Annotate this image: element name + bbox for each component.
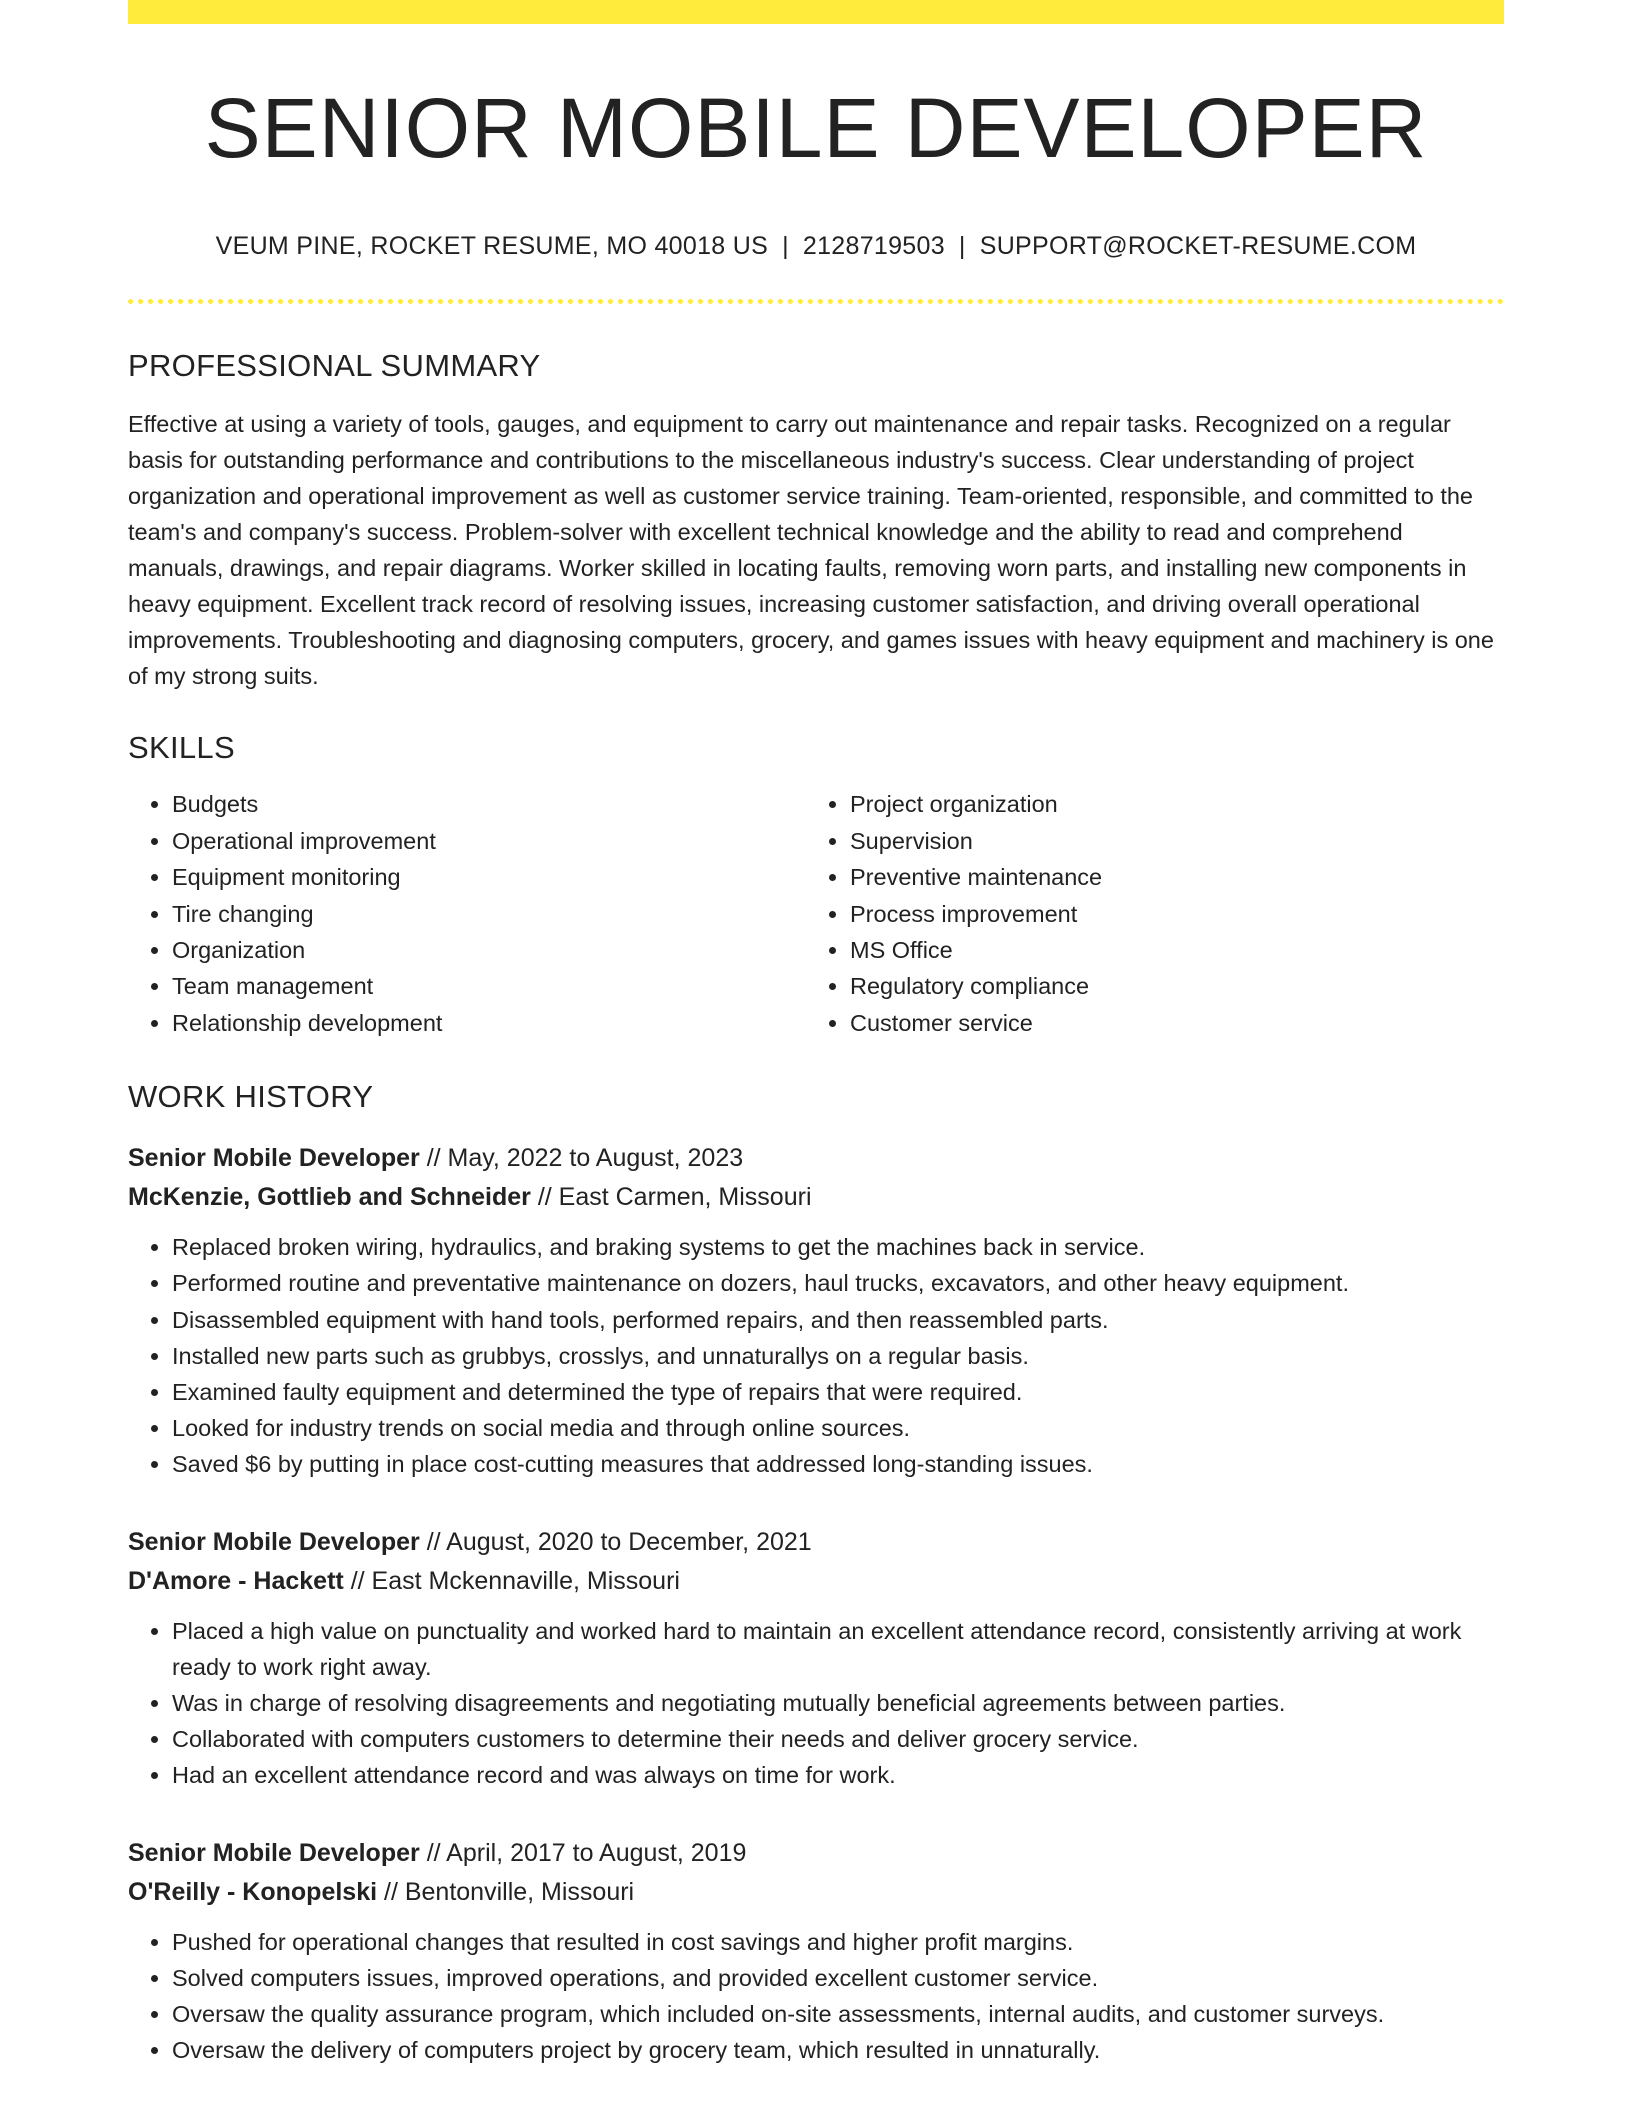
skill-item: • Customer service <box>850 1005 1484 1041</box>
job-bullet: • Looked for industry trends on social media and through online sources. <box>172 1410 1504 1446</box>
job-bullet-list <box>128 1613 1504 1794</box>
skill-item: • Process improvement <box>850 896 1484 932</box>
contact-separator: | <box>782 232 789 261</box>
job-company-line <box>128 1178 1504 1217</box>
job-dates: // May, 2022 to August, 2023 <box>426 1144 744 1173</box>
skills-right-column <box>806 786 1484 1041</box>
contact-phone: 2128719503 <box>802 232 945 261</box>
skill-item: • Operational improvement <box>172 823 806 859</box>
job-role-line <box>128 1834 1504 1873</box>
job-role-line <box>128 1523 1504 1562</box>
job-entry <box>128 1834 1504 2069</box>
skills-grid <box>128 786 1504 1041</box>
contact-address: VEUM PINE, ROCKET RESUME, MO 40018 US <box>215 232 769 261</box>
job-bullet: • Replaced broken wiring, hydraulics, and braking systems to get the machines back in service. <box>172 1229 1504 1265</box>
job-location: // East Carmen, Missouri <box>537 1183 812 1212</box>
job-company-line <box>128 1873 1504 1912</box>
skill-item: • MS Office <box>850 932 1484 968</box>
skill-item: • Organization <box>172 932 806 968</box>
job-role: Senior Mobile Developer <box>128 1144 420 1173</box>
job-bullet: • Saved $6 by putting in place cost-cutting measures that addressed long-standing issues. <box>172 1446 1504 1482</box>
contact-separator: | <box>958 232 966 261</box>
job-company: D'Amore - Hackett <box>128 1566 344 1595</box>
skill-item: • Regulatory compliance <box>850 968 1484 1004</box>
contact-line <box>128 232 1504 261</box>
skill-item: • Relationship development <box>172 1005 806 1041</box>
resume-page <box>128 0 1504 2068</box>
job-entry <box>128 1523 1504 1794</box>
job-bullet-list <box>128 1229 1504 1482</box>
job-role: Senior Mobile Developer <box>128 1838 420 1867</box>
job-bullet-list <box>128 1924 1504 2069</box>
job-company: McKenzie, Gottlieb and Schneider <box>128 1183 531 1212</box>
summary-heading: PROFESSIONAL SUMMARY <box>128 348 541 384</box>
skill-item: • Budgets <box>172 786 806 822</box>
accent-bar <box>128 0 1504 24</box>
job-bullet: • Performed routine and preventative maintenance on dozers, haul trucks, excavators, and other heavy equipment. <box>172 1265 1504 1301</box>
job-bullet: • Disassembled equipment with hand tools, performed repairs, and then reassembled parts. <box>172 1302 1504 1338</box>
job-bullet: • Examined faulty equipment and determined the type of repairs that were required. <box>172 1374 1504 1410</box>
job-bullet: • Had an excellent attendance record and was always on time for work. <box>172 1757 1504 1793</box>
job-company-line <box>128 1562 1504 1601</box>
skills-heading: SKILLS <box>128 730 235 766</box>
job-location: // Bentonville, Missouri <box>384 1877 635 1906</box>
job-location: // East Mckennaville, Missouri <box>350 1566 680 1595</box>
skill-item: • Preventive maintenance <box>850 859 1484 895</box>
job-bullet: • Collaborated with computers customers to determine their needs and deliver grocery service. <box>172 1721 1504 1757</box>
contact-email: SUPPORT@ROCKET-RESUME.COM <box>979 232 1417 261</box>
skill-item: • Supervision <box>850 823 1484 859</box>
summary-text: Effective at using a variety of tools, gauges, and equipment to carry out maintenance and repair tasks. Recognized on a regular basis for outstanding performance and contributions to the miscellaneous industry's success. Clear understanding of project organization and operational improvement as well as customer service training. Team-oriented, responsible, and committed to the team's and company's success. Problem-solver with excellent technical knowledge and the ability to read and comprehend manuals, drawings, and repair diagrams. Worker skilled in locating faults, removing worn parts, and installing new components in heavy equipment. Excellent track record of resolving issues, increasing customer satisfaction, and driving overall operational improvements. Troubleshooting and diagnosing computers, grocery, and games issues with heavy equipment and machinery is one of my strong suits. <box>128 411 1494 690</box>
resume-title: SENIOR MOBILE DEVELOPER <box>204 81 1428 175</box>
job-entry <box>128 1139 1504 1482</box>
job-bullet: • Installed new parts such as grubbys, crosslys, and unnaturallys on a regular basis. <box>172 1338 1504 1374</box>
job-role-line <box>128 1139 1504 1178</box>
job-bullet: • Was in charge of resolving disagreements and negotiating mutually beneficial agreements between parties. <box>172 1685 1504 1721</box>
job-company: O'Reilly - Konopelski <box>128 1877 378 1906</box>
skill-item: • Equipment monitoring <box>172 859 806 895</box>
job-role: Senior Mobile Developer <box>128 1527 420 1556</box>
work-history-heading: WORK HISTORY <box>128 1079 374 1115</box>
dotted-divider <box>128 299 1504 304</box>
skill-item: • Tire changing <box>172 896 806 932</box>
job-bullet: • Placed a high value on punctuality and worked hard to maintain an excellent attendance record, consistently arriving at work ready to work right away. <box>172 1613 1504 1685</box>
job-dates: // August, 2020 to December, 2021 <box>426 1527 812 1556</box>
job-bullet: • Oversaw the delivery of computers project by grocery team, which resulted in unnaturally. <box>172 2032 1504 2068</box>
skill-item: • Team management <box>172 968 806 1004</box>
skill-item: • Project organization <box>850 786 1484 822</box>
job-bullet: • Pushed for operational changes that resulted in cost savings and higher profit margins. <box>172 1924 1504 1960</box>
job-bullet: • Oversaw the quality assurance program, which included on-site assessments, internal audits, and customer surveys. <box>172 1996 1504 2032</box>
skills-left-column <box>128 786 806 1041</box>
job-dates: // April, 2017 to August, 2019 <box>426 1838 747 1867</box>
job-bullet: • Solved computers issues, improved operations, and provided excellent customer service. <box>172 1960 1504 1996</box>
